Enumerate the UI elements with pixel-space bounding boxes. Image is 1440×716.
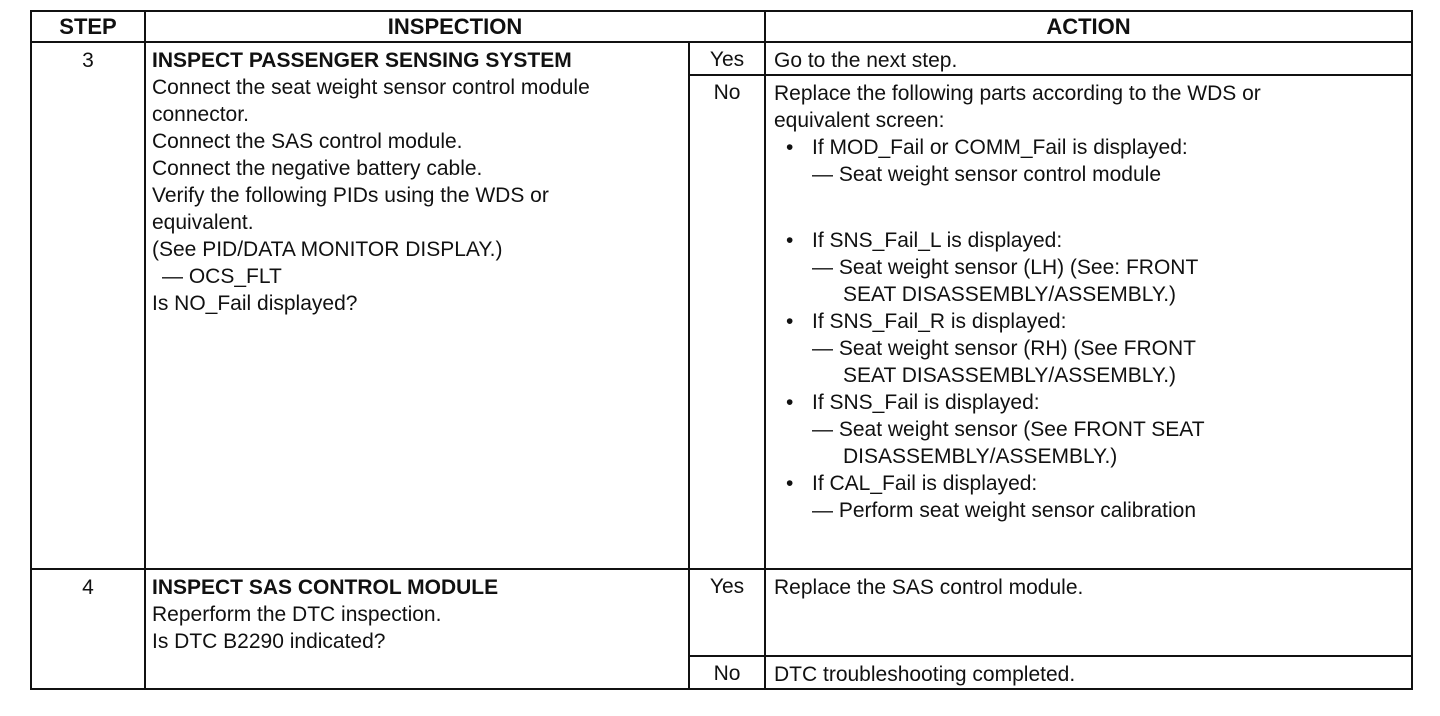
action-bullet	[774, 389, 1403, 416]
action-bullet	[774, 227, 1403, 254]
inspection-cell	[145, 569, 689, 689]
bullet-condition: If SNS_Fail_L is displayed:	[812, 229, 1063, 252]
inspection-line: Verify the following PIDs using the WDS or	[152, 184, 549, 207]
bullet-condition: If SNS_Fail_R is displayed:	[812, 310, 1067, 333]
bullet-part: — Seat weight sensor (RH) (See FRONT	[812, 337, 1196, 360]
bullet-icon: •	[786, 310, 794, 333]
no-label: No	[689, 656, 765, 689]
bullet-part-cont: SEAT DISASSEMBLY/ASSEMBLY.)	[843, 283, 1177, 306]
inspection-question: Is NO_Fail displayed?	[152, 292, 358, 315]
inspection-line: Connect the seat weight sensor control module	[152, 76, 590, 99]
table-row	[31, 42, 1412, 75]
inspection-line: equivalent.	[152, 211, 254, 234]
bullet-part: — Seat weight sensor (See FRONT SEAT	[812, 418, 1205, 441]
no-action: DTC troubleshooting completed.	[765, 656, 1412, 689]
yes-action: Go to the next step.	[765, 42, 1412, 75]
spacer	[774, 188, 1403, 227]
inspection-table	[30, 10, 1413, 690]
action-bullet	[774, 470, 1403, 497]
bullet-part: — Perform seat weight sensor calibration	[812, 499, 1196, 522]
no-label: No	[689, 75, 765, 569]
yes-action: Replace the SAS control module.	[765, 569, 1412, 656]
header-action: ACTION	[765, 11, 1412, 42]
action-bullet	[774, 134, 1403, 161]
inspection-pid: — OCS_FLT	[162, 265, 282, 288]
bullet-icon: •	[786, 229, 794, 252]
bullet-condition: If MOD_Fail or COMM_Fail is displayed:	[812, 136, 1188, 159]
bullet-icon: •	[786, 472, 794, 495]
bullet-part: — Seat weight sensor (LH) (See: FRONT	[812, 256, 1199, 279]
bullet-condition: If SNS_Fail is displayed:	[812, 391, 1040, 414]
inspection-title: INSPECT SAS CONTROL MODULE	[152, 576, 499, 599]
inspection-line: Reperform the DTC inspection.	[152, 603, 442, 626]
action-bullet	[774, 308, 1403, 335]
bullet-icon: •	[786, 391, 794, 414]
action-intro-line: equivalent screen:	[774, 109, 945, 132]
bullet-part-cont: DISASSEMBLY/ASSEMBLY.)	[843, 445, 1118, 468]
inspection-line: Connect the SAS control module.	[152, 130, 463, 153]
yes-label: Yes	[689, 42, 765, 75]
bullet-condition: If CAL_Fail is displayed:	[812, 472, 1038, 495]
yes-label: Yes	[689, 569, 765, 656]
step-number: 3	[31, 42, 145, 569]
action-intro-line: Replace the following parts according to the WDS or	[774, 82, 1261, 105]
no-action	[765, 75, 1412, 569]
step-number: 4	[31, 569, 145, 689]
inspection-line: connector.	[152, 103, 249, 126]
header-step: STEP	[31, 11, 145, 42]
bullet-icon: •	[786, 136, 794, 159]
inspection-line: (See PID/DATA MONITOR DISPLAY.)	[152, 238, 503, 261]
bullet-part-cont: SEAT DISASSEMBLY/ASSEMBLY.)	[843, 364, 1177, 387]
inspection-cell	[145, 42, 689, 569]
inspection-title: INSPECT PASSENGER SENSING SYSTEM	[152, 49, 572, 72]
table-header-row	[31, 11, 1412, 42]
header-inspection: INSPECTION	[145, 11, 765, 42]
table-row	[31, 569, 1412, 656]
inspection-line: Connect the negative battery cable.	[152, 157, 483, 180]
bullet-part: — Seat weight sensor control module	[812, 163, 1162, 186]
inspection-question: Is DTC B2290 indicated?	[152, 630, 386, 653]
